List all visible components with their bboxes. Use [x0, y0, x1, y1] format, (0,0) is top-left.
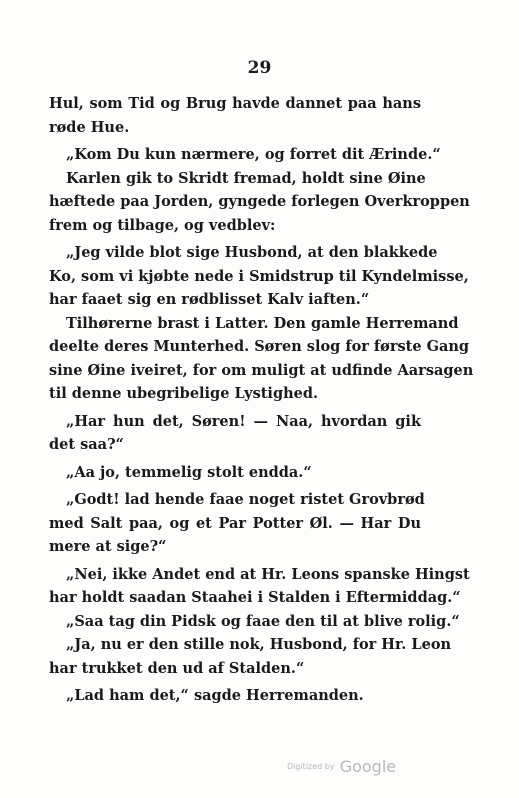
text-line: „Saa tag din Pidsk og faae den til at blive rolig.“: [66, 612, 460, 630]
paragraph: [49, 92, 421, 139]
text-line: Karlen gik to Skridt fremad, holdt sine Øine: [66, 169, 426, 187]
paragraph: [49, 633, 452, 680]
text-line: har holdt saadan Staahei i Stalden i Eftermiddag.“: [49, 589, 461, 606]
page-number: 29: [247, 58, 272, 78]
paragraph: [49, 684, 421, 708]
text-line: mere at sige?“: [49, 538, 167, 555]
text-line: til denne ubegribelige Lystighed.: [49, 385, 319, 402]
text-line: Tilhørerne brast i Latter. Den gamle Herremand: [66, 314, 459, 332]
text-line: „Jeg vilde blot sige Husbond, at den blakkede: [66, 244, 438, 261]
paragraph: [49, 488, 425, 559]
text-line: „Ja, nu er den stille nok, Husbond, for Hr. Leon: [66, 636, 452, 653]
text-line: med Salt paa, og et Par Potter Øl. — Har Du: [49, 514, 421, 532]
text-line: hæftede paa Jorden, gyngede forlegen Overkroppen: [49, 193, 470, 210]
text-line: „Kom Du kun nærmere, og forret dit Ærinde.“: [66, 146, 441, 163]
watermark-brand: Google: [339, 757, 397, 776]
paragraph: [49, 143, 441, 167]
paragraph: [49, 410, 421, 457]
text-line: „Aa jo, temmelig stolt endda.“: [66, 463, 312, 481]
text-line: Ko, som vi kjøbte nede i Smidstrup til Kyndelmisse,: [49, 267, 469, 285]
google-watermark: [287, 756, 396, 776]
paragraph: [49, 167, 470, 238]
paragraph: [49, 563, 470, 610]
text-line: frem og tilbage, og vedblev:: [49, 216, 276, 234]
body-text: [49, 92, 474, 708]
paragraph: [49, 610, 460, 634]
text-line: „Lad ham det,“ sagde Herremanden.: [66, 687, 364, 704]
paragraph: [49, 312, 474, 406]
paragraph: [49, 241, 469, 312]
text-line: „Har hun det, Søren! — Naa, hvordan gik: [66, 412, 421, 430]
watermark-prefix: Digitized by: [287, 762, 335, 771]
text-line: Hul, som Tid og Brug havde dannet paa hans: [49, 95, 421, 112]
text-line: har trukket den ud af Stalden.“: [49, 659, 305, 677]
text-line: „Godt! lad hende faae noget ristet Grovbrød: [66, 491, 425, 508]
text-line: det saa?“: [49, 436, 124, 453]
paragraph: [49, 461, 421, 485]
text-line: har faaet sig en rødblisset Kalv iaften.“: [49, 291, 370, 308]
text-line: „Nei, ikke Andet end at Hr. Leons spanske Hingst: [66, 565, 470, 583]
text-line: røde Hue.: [49, 118, 130, 136]
text-line: sine Øine iveiret, for om muligt at udfinde Aarsagen: [49, 361, 474, 379]
text-line: deelte deres Munterhed. Søren slog for første Gang: [49, 338, 470, 355]
